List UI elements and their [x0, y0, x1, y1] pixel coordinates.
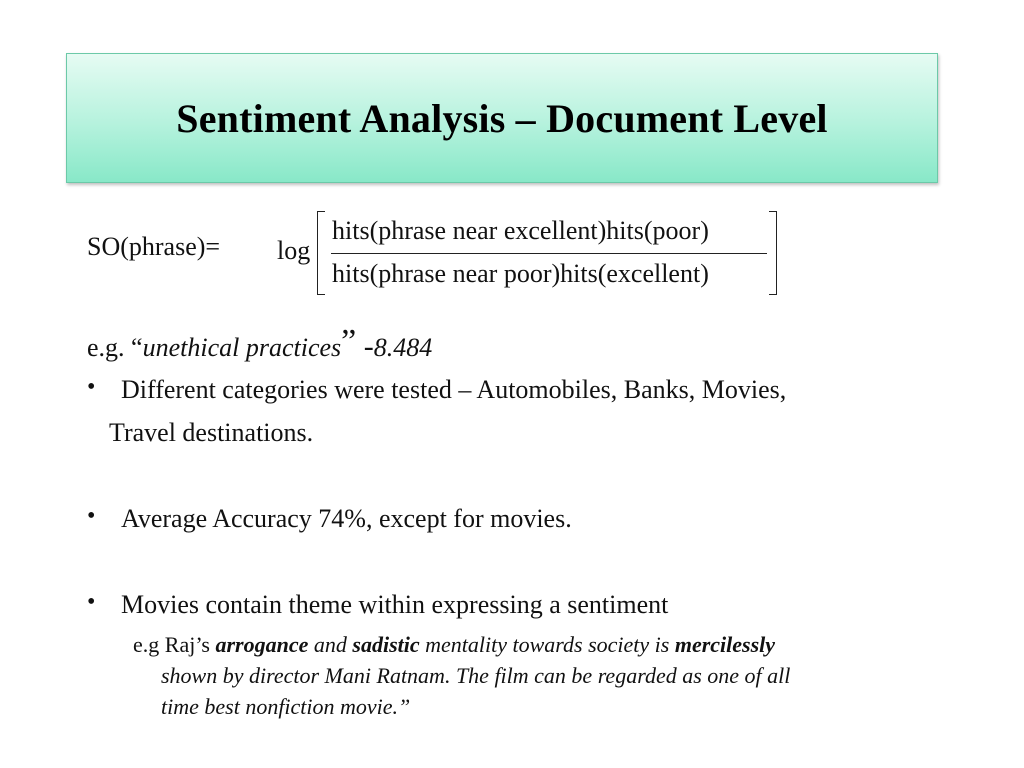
formula-numerator: hits(phrase near excellent)hits(poor): [332, 216, 709, 245]
example-phrase: unethical practices: [142, 333, 342, 362]
bullet-text: Different categories were tested – Automobiles, Banks, Movies,: [121, 375, 787, 404]
bullet-text: Average Accuracy 74%, except for movies.: [121, 504, 572, 533]
formula-log: log: [277, 236, 311, 265]
word-arrogance: arrogance: [215, 632, 309, 657]
formula-denominator: hits(phrase near poor)hits(excellent): [332, 259, 709, 288]
word-mercilessly: mercilessly: [674, 632, 776, 657]
example-open-quote: “: [131, 333, 143, 362]
movie-example-line-1: [133, 629, 923, 660]
right-bracket: [769, 211, 777, 295]
bullet-text: Movies contain theme within expressing a sentiment: [121, 590, 669, 619]
bullet-dot: •: [87, 589, 96, 615]
formula-label: SO(phrase)=: [87, 232, 221, 261]
bullet-dot: •: [87, 374, 96, 400]
title-banner: [66, 53, 938, 183]
so-formula: [277, 210, 782, 296]
left-bracket: [317, 211, 325, 295]
example-prefix: e.g.: [87, 333, 132, 362]
fraction-bar: [331, 253, 767, 254]
word-and: and: [308, 632, 353, 657]
bullet-dot: •: [87, 503, 96, 529]
slide-title: Sentiment Analysis – Document Level: [176, 95, 828, 141]
movie-example-line-3: time best nonfiction movie.”: [161, 694, 411, 719]
example-close-quote: ”: [341, 323, 357, 360]
word-mentality: mentality towards society is: [419, 632, 675, 657]
example-score: 8.484: [373, 333, 433, 362]
word-sadistic: sadistic: [352, 632, 420, 657]
bullet-text-continuation: Travel destinations.: [109, 418, 314, 447]
movie-example: [133, 629, 923, 722]
example-score-line: [87, 323, 433, 365]
example-minus: -: [356, 330, 374, 363]
eg-prefix: e.g Raj’s: [133, 632, 216, 657]
movie-example-line-2: shown by director Mani Ratnam. The film can be regarded as one of all: [161, 663, 791, 688]
